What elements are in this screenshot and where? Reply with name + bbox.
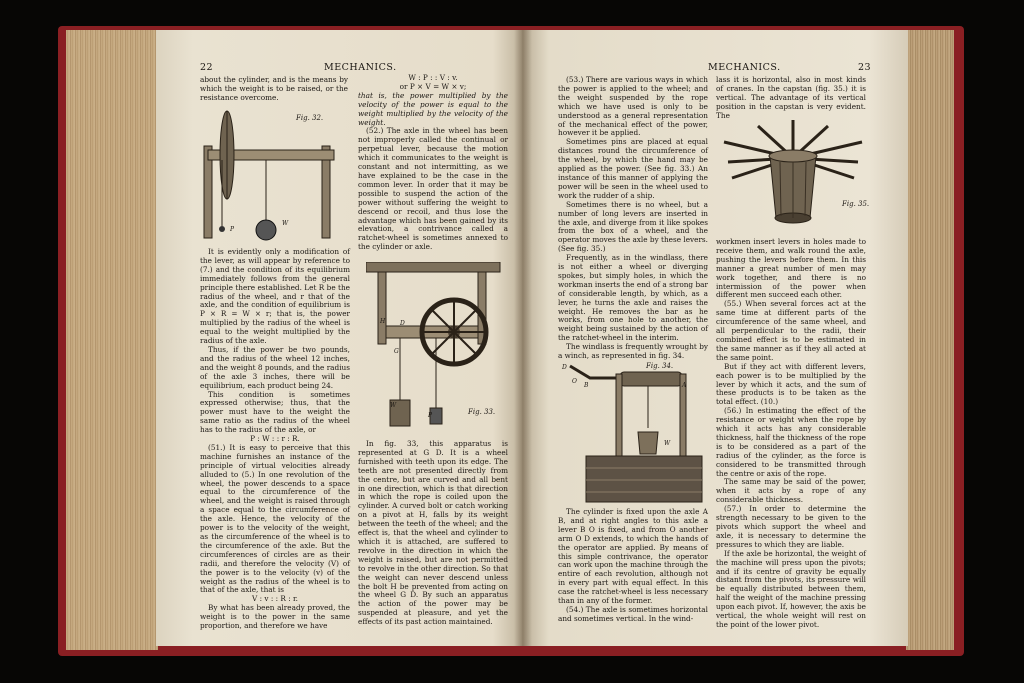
formula: P : W : : r : R.	[250, 434, 300, 444]
right-col1-top	[558, 76, 708, 361]
paragraph: The same may be said of the power, when it acts by a rope of any considerable thickness.	[716, 477, 866, 505]
paragraph: workmen insert levers in holes made to receive them, and walk round the axle, pushing the levers before them. In this manner a great number of men may work together, and there is no intermission of the power when different men succeed each other.	[716, 237, 866, 300]
paragraph: The cylinder is fixed upon the axle A B, and at right angles to this axle a lever B O is fixed, and from O another arm O D extends, to which the hands of the operator are applied. By means of this simple contrivance, the operator can work upon the machine through the entire of each revolution, although not in every part with equal effect. In this case the ratchet-wheel is less necessary than in any of the former.	[558, 507, 708, 606]
right-page-number: 23	[858, 62, 872, 73]
right-col1-body	[558, 508, 708, 624]
figure-letter: H	[380, 318, 386, 325]
figure-letter: W	[390, 402, 397, 409]
figure-32-wheel-and-axle	[200, 110, 350, 242]
paragraph: (51.) It is easy to perceive that this machine furnishes an instance of the principle of virtual velocities already alluded to (5.) In one revolution of the wheel, the power descends to a space equal to the circumference of the wheel, and the weight is raised through a space equal to the circumference of the axle. Hence, the velocity of the power is to the velocity of the weight, as the circumference of the wheel is to the circumference of the axle. But the circumferences of circles are as their radii, and therefore the velocity (V) of the power is to the velocity (v) of the weight as the radius of the wheel is to that of the axle, that is	[200, 442, 350, 595]
figure-35-capstan	[718, 118, 868, 228]
left-col2-body	[358, 440, 508, 627]
paragraph: This condition is sometimes expressed otherwise; thus, that the power must have to the weight the same ratio as the radius of the wheel has to the radius of the axle, or	[200, 389, 350, 435]
paragraph: It is evidently only a modification of the lever, as will appear by reference to (7.) and the condition of its equilibrium immediately follows from the general principle there established. Let R be the radius of the wheel, and r that of the axle, and the condition of equilibrium is P × R = W × r; that is, the power multiplied by the radius of the wheel is equal to the weight multiplied by the radius of the axle.	[200, 247, 350, 346]
paragraph: By what has been already proved, the weight is to the power in the same proportion, and therefore we have	[200, 603, 350, 631]
paragraph: (57.) In order to determine the strength necessary to be given to the pivots which support the wheel and axle, it is necessary to determine the pressures to which they are liable.	[716, 504, 866, 549]
left-running-head: MECHANICS.	[324, 62, 397, 73]
paragraph: (53.) There are various ways in which the power is applied to the wheel; and the weight suspended by the rope which we have used is only to be understood as a general representation of the mechanical effect of the power, however it be applied.	[558, 75, 708, 138]
formula: V : v : : R : r.	[252, 594, 298, 604]
paragraph: But if they act with different levers, each power is to be multiplied by the lever by which it acts, and the sum of these products is to be taken as the total effect. (10.)	[716, 361, 866, 407]
formula: W : P : : V : v.	[408, 73, 458, 82]
figure-letter: P	[428, 412, 433, 419]
paragraph: lass it is horizontal, also in most kinds of cranes. In the capstan (fig. 35.) it is vertical. The advantage of its vertical position in the capstan is very evident. The	[716, 75, 866, 120]
figure-letter: D	[400, 320, 405, 327]
figure-letter: D	[562, 364, 567, 371]
paragraph: Sometimes pins are placed at equal distances round the circumference of the wheel, by which the hand may be applied as the power. (See fig. 33.) An instance of this manner of applying the power will be seen in the wheel used to work the rudder of a ship.	[558, 137, 708, 200]
paragraph: (52.) The axle in the wheel has been not improperly called the continual or perpetual lever, because the motion which it communicates to the weight is constant and not intermitting, as we have explained to be the case in the common lever. In order that it may be possible to suspend the action of the power without suffering the weight to descend or recoil, and thus lose the advantage which has been gained by its elevation, a contrivance called a ratchet-wheel is sometimes annexed to the cylinder or axle.	[358, 126, 508, 252]
right-col2-body	[716, 238, 866, 630]
figure-34-label: Fig. 34.	[646, 362, 674, 370]
figure-35-label: Fig. 35.	[842, 200, 870, 208]
right-running-head: MECHANICS.	[708, 62, 781, 73]
paragraph: (55.) When several forces act at the same time at different parts of the circumference of the same wheel, and all perpendicular to the radii, their combined effect is to be estimated in the same manner as if they all acted at the same point.	[716, 299, 866, 362]
paragraph: (56.) In estimating the effect of the resistance or weight when the rope by which it acts has any considerable thickness, half the thickness of the rope is to be considered as a part of the radius of the cylinder, as the force is considered to be transmitted through the centre or axis of the rope.	[716, 406, 866, 478]
paragraph: Thus, if the power be two pounds, and the radius of the wheel 12 inches, and the weight 8 pounds, and the radius of the axle 3 inches, there will be equilibrium, each product being 24.	[200, 344, 350, 390]
left-page-number: 22	[200, 62, 214, 73]
figure-letter: W	[664, 440, 671, 447]
figure-33-label: Fig. 33.	[468, 408, 496, 416]
page-edges-right	[906, 30, 954, 650]
left-page	[156, 30, 522, 646]
figure-letter: O	[572, 378, 577, 385]
paragraph: about the cylinder, and is the means by which the weight is to be raised, or the resistance overcome.	[200, 75, 348, 102]
left-col2-top	[358, 74, 508, 252]
paragraph: In fig. 33, this apparatus is represented at G D. It is a wheel furnished with teeth upon its edge. The teeth are not presented directly from the centre, but are curved and all bent in one direction, which is that direction in which the rope is coiled upon the cylinder. A curved bolt or catch working on a pivot at H, falls by its weight between the teeth of the wheel; and the effect is, that the wheel and cylinder to which it is attached, are suffered to revolve in the direction in which the weight is raised, but are not permitted to revolve in the other direction. So that the weight can never descend unless the bolt H be prevented from acting on the wheel G D. By such an apparatus the action of the power may be suspended at pleasure, and yet the effects of its past action maintained.	[358, 439, 508, 627]
right-col2-top	[716, 76, 866, 121]
formula: or P × V = W × v;	[399, 81, 467, 91]
paragraph: Frequently, as in the windlass, there is not either a wheel or diverging spokes, but simply holes, in which the workman inserts the end of a strong bar of considerable length, by which, as a lever, he turns the axle and raises the weight. He removes the bar as he works, from one hole to another, the weight being sustained by the action of the ratchet-wheel in the interim.	[558, 253, 708, 343]
paragraph: The windlass is frequently wrought by a winch, as represented in fig. 34.	[558, 342, 708, 361]
left-col1-top	[200, 76, 348, 103]
figure-33-ratchet-wheel	[366, 262, 504, 432]
figure-letter: G	[394, 348, 399, 355]
paragraph: that is, the power multiplied by the velocity of the power is equal to the weight multiplied by the velocity of the weight.	[358, 90, 508, 127]
figure-letter: P	[230, 226, 235, 233]
paragraph: Sometimes there is no wheel, but a number of long levers are inserted in the axle, and diverge from it like spokes from the box of a wheel, and the operator moves the axle by these levers. (See fig. 35.)	[558, 199, 708, 254]
left-col1-body	[200, 248, 350, 631]
book-gutter	[514, 30, 532, 646]
paragraph: (54.) The axle is sometimes horizontal and sometimes vertical. In the wind-	[558, 604, 708, 623]
paragraph: If the axle be horizontal, the weight of the machine will press upon the pivots; and if its centre of gravity be equally distant from the pivots, its pressure will be equally distributed between them, half the weight of the machine pressing upon each pivot. If, however, the axis be vertical, the whole weight will rest on the point of the lower pivot.	[716, 548, 866, 629]
figure-letter: B	[584, 382, 589, 389]
figure-letter: A	[682, 382, 687, 389]
page-edges-left	[66, 30, 158, 650]
figure-letter: W	[282, 220, 289, 227]
figure-32-label: Fig. 32.	[296, 114, 324, 122]
right-page	[522, 30, 908, 646]
